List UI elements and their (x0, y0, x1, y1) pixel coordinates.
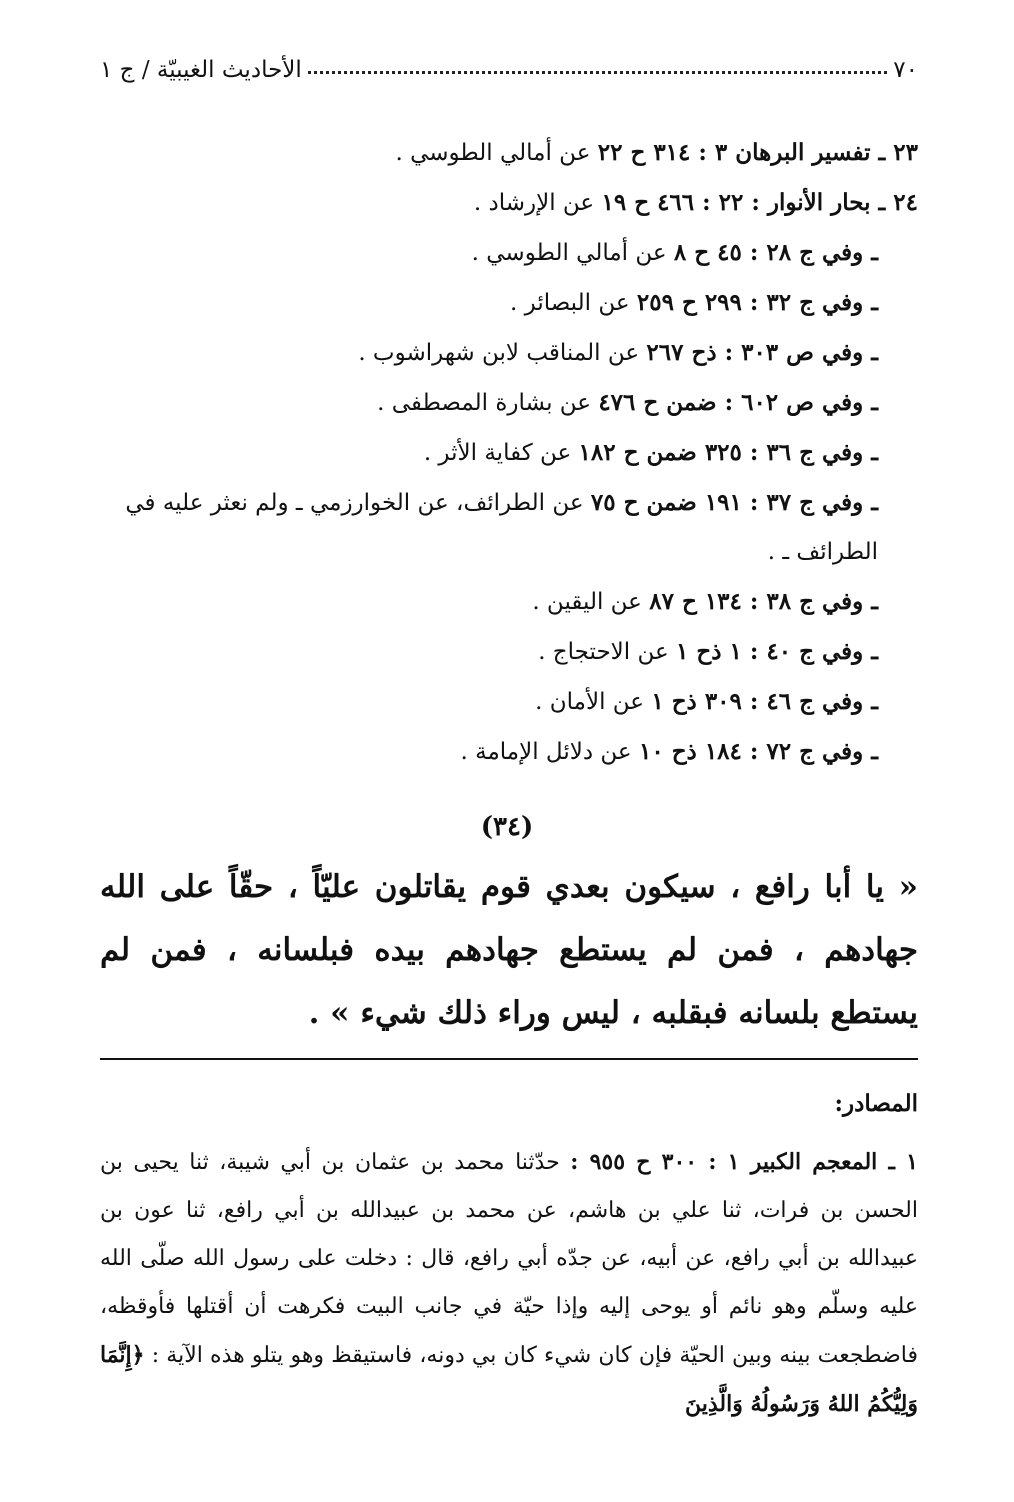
reference-label: ٢٤ ـ بحار الأنوار : ٢٢ : ٤٦٦ ح ١٩ (601, 189, 918, 216)
reference-item (100, 577, 918, 627)
reference-label: ـ وفي ج ٣٨ : ١٣٤ ح ٨٧ (649, 588, 878, 615)
reference-item (100, 178, 918, 228)
reference-text: عن المناقب لابن شهراشوب . (358, 340, 640, 366)
reference-item (100, 378, 918, 428)
hadith-number: (٣٤) (480, 812, 534, 842)
reference-label: ـ وفي ج ٣٢ : ٢٩٩ ح ٢٥٩ (636, 289, 878, 316)
reference-text: عن الاحتجاج . (538, 639, 669, 665)
reference-item (100, 727, 918, 777)
footnote-divider (100, 1058, 918, 1060)
reference-label: ـ وفي ج ٧٢ : ١٨٤ ذح ١٠ (638, 738, 878, 765)
reference-label: ٢٣ ـ تفسير البرهان ٣ : ٣١٤ ح ٢٢ (597, 139, 918, 166)
header-leader-dots (308, 71, 887, 74)
page-header (100, 50, 918, 90)
reference-label: ـ وفي ص ٣٠٣ : ذح ٢٦٧ (646, 339, 878, 366)
reference-label: ـ وفي ص ٦٠٢ : ضمن ح ٤٧٦ (598, 389, 878, 416)
source-text: حدّثنا محمد بن عثمان بن أبي شيبة، ثنا يحيى بن الحسن بن فرات، ثنا علي بن هاشم، عن محمد بن عبيدالله بن أبي رافع، ثنا عون بن عبيدالله بن أبي رافع، عن أبيه، عن جدّه أبي رافع، قال : دخلت على رسول الله صلّى الله عليه وسلّم وهو نائم أو يوحى إليه وإذا حيّة في جانب البيت فكرهت أن أقتلها فأوقظه، فاضطجعت بينه وبين الحيّة فإن كان شيء كان بي دونه، فاستيقظ وهو يتلو هذه الآية : (100, 1150, 918, 1368)
reference-label: ـ وفي ج ٤٠ : ١ ذح ١ (676, 638, 878, 665)
reference-text: عن الإرشاد . (473, 190, 595, 216)
reference-item (100, 478, 918, 577)
reference-text: عن كفاية الأثر . (423, 440, 572, 466)
reference-item (100, 128, 918, 178)
reference-item (100, 428, 918, 478)
running-title: الأحاديث الغيبيّة / ج ١ (100, 57, 302, 83)
page-number: ٧٠ (893, 57, 918, 83)
reference-item (100, 278, 918, 328)
reference-text: عن اليقين . (532, 589, 642, 615)
sources-heading: المصادر: (834, 1090, 918, 1117)
reference-item (100, 677, 918, 727)
reference-text: عن أمالي الطوسي . (395, 140, 591, 166)
reference-text-continued: الطرائف ـ . (767, 539, 878, 565)
reference-text: عن بشارة المصطفى . (377, 390, 592, 416)
hadith-text: « يا أبا رافع ، سيكون بعدي قوم يقاتلون عليّاً ، حقّاً على الله جهادهم ، فمن لم يستطع جهادهم بيده فبلسانه ، فمن لم يستطع بلسانه فبقلبه ، ليس وراء ذلك شيء » . (100, 869, 918, 1031)
reference-text: عن البصائر . (510, 290, 630, 316)
reference-label: ـ وفي ج ٣٦ : ٣٢٥ ضمن ح ١٨٢ (578, 439, 878, 466)
reference-text: عن الأمان . (535, 689, 645, 715)
reference-item (100, 627, 918, 677)
quran-verse: ﴿إِنَّمَا وَلِيُّكُمُ اللهُ وَرَسُولُهُ وَالَّذِينَ (100, 1342, 918, 1417)
reference-item (100, 328, 918, 378)
source-entry (100, 1138, 918, 1429)
reference-text: عن الطرائف، عن الخوارزمي ـ ولم نعثر عليه في (125, 490, 584, 516)
reference-label: ـ وفي ج ٣٧ : ١٩١ ضمن ح ٧٥ (590, 489, 878, 516)
reference-text: عن أمالي الطوسي . (471, 240, 667, 266)
reference-label: ـ وفي ج ٤٦ : ٣٠٩ ذح ١ (651, 688, 878, 715)
reference-list (100, 128, 918, 777)
reference-text: عن دلائل الإمامة . (460, 739, 632, 765)
source-label: ١ ـ المعجم الكبير ١ : ٣٠٠ ح ٩٥٥ : (570, 1149, 918, 1175)
reference-label: ـ وفي ج ٢٨ : ٤٥ ح ٨ (673, 239, 878, 266)
reference-item (100, 228, 918, 278)
